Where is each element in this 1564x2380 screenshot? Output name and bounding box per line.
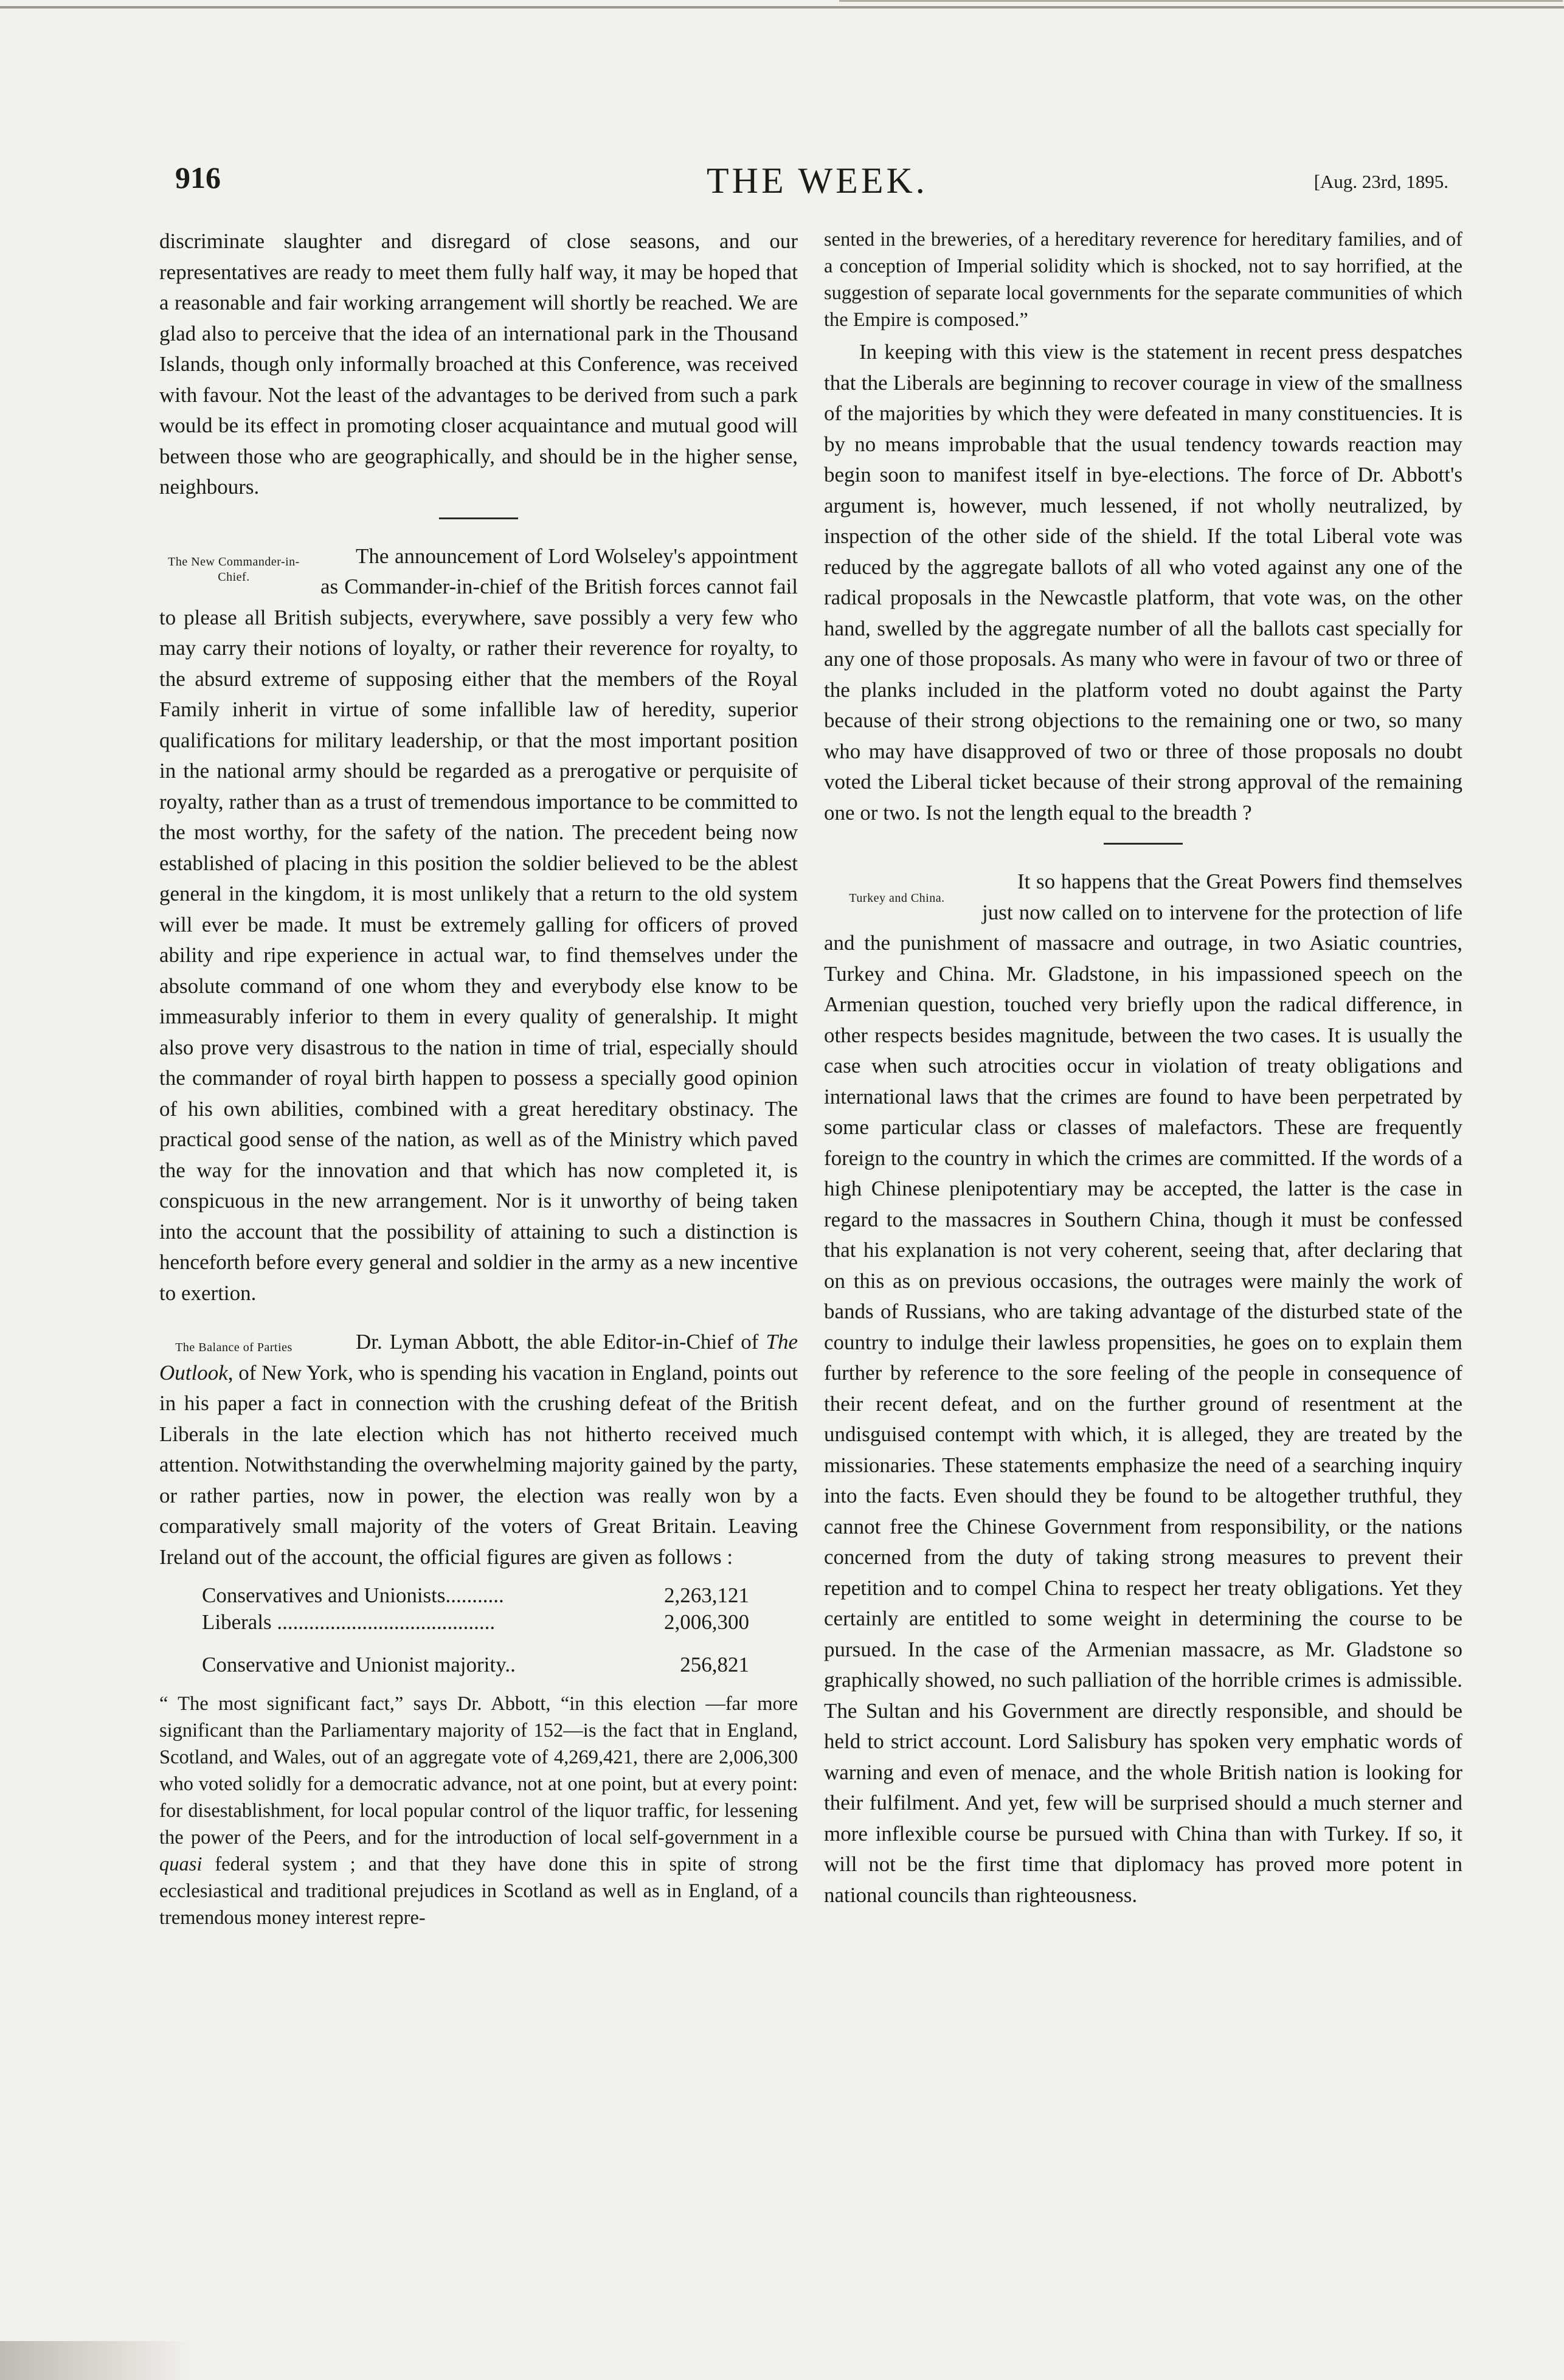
- issue-date: [Aug. 23rd, 1895.: [1313, 171, 1448, 192]
- section-separator: [439, 517, 518, 519]
- sidehead-new-commander: The New Commander-in-Chief.: [168, 555, 300, 584]
- article-paragraph-commander: The announcement of Lord Wolseley's appointment as Commander-in-chief of the British forces cannot fail to please all British subjects, everywhere, save possibly a very few who may carry their notions of loyalty, or rather their reverence for royalty, to the absurd extreme of supposing either that the members of the Royal Family inherit in virtue of some infallible law of heredity, superior qualifications for military leadership, or that the most important position in the national army should be regarded as a prerogative or perquisite of royalty, rather than as a trust of tremendous importance to be committed to the most worthy, for the safety of the nation. The precedent being now established of placing in this position the soldier believed to be the ablest general in the kingdom, it is most unlikely that a return to the old system will ever be made. It must be extremely galling for officers of proved ability and ripe experience in actual war, to find themselves under the absolute command of one whom they and everybody else know to be immeasurably inferior to them in every quality of generalship. It might also prove very disastrous to the nation in time of trial, especially should the commander of royal birth happen to possess a specially good opinion of his own abilities, combined with a great hereditary obstinacy. The practical good sense of the nation, as well as of the Ministry which paved the way for the innovation and that which has now completed it, is conspicuous in the new arrangement. Nor is it unworthy of being taken into the account that the possibility of attaining to such a distinction is henceforth before every general and soldier in the army as a new incentive to exertion.: [159, 544, 798, 1305]
- page-corner-stain: [0, 2341, 195, 2380]
- publication-title: THE WEEK.: [707, 161, 928, 201]
- figures-row-value: 2,263,121: [664, 1583, 749, 1607]
- emphasis-quasi: quasi: [159, 1853, 202, 1875]
- figures-row-value: 2,006,300: [664, 1610, 749, 1634]
- left-column: [159, 226, 798, 1931]
- right-column: [824, 226, 1462, 1911]
- figures-row: [202, 1582, 749, 1609]
- page-number: 916: [175, 161, 221, 195]
- publication-name: The Outlook: [159, 1330, 798, 1385]
- top-border-rule-secondary: [839, 0, 1563, 2]
- section-separator: [1104, 843, 1183, 845]
- sidehead-balance-of-parties: The Balance of Parties: [175, 1341, 292, 1354]
- article-paragraph-turkey: It so happens that the Great Powers find themselves just now called on to intervene for the protection of life and the punishment of massacre and outrage, in two Asiatic countries, Turkey and China. Mr. Gladstone, in his impassioned speech on the Armenian question, touched very briefly upon the radical difference, in other respects besides magnitude, between the two cases. It is usually the case when such atrocities occur in violation of treaty obligations and international laws that the crimes are found to have been perpetrated by some particular class or classes of malefactors. These are frequently foreign to the country in which the crimes are committed. If the words of a high Chinese plenipotentiary may be accepted, the latter is the case in regard to the massacres in Southern China, though it must be confessed that his explanation is not very coherent, seeing that, after declaring that on this as on previous occasions, the outrages were mainly the work of bands of Russians, who are taking advantage of the disturbed state of the country to indulge their lawless propensities, he goes on to explain them further by reference to the sore feeling of the people in consequence of their recent defeat, and on the further ground of resentment at the undisguised contempt with which, it is alleged, they are treated by the missionaries. These statements emphasize the need of a searching inquiry into the facts. Even should they be found to be altogether truthful, they cannot free the Chinese Government from responsibility, or the nations concerned from the duty of taking strong measures to prevent their repetition and to compel China to respect her treaty obligations. Yet they certainly are entitled to some weight in determining the course to be pursued. In the case of the Armenian massacre, as Mr. Gladstone so graphically showed, no such palliation of the horrible crimes is admissible. The Sultan and his Government are directly responsible, and should be held to strict account. Lord Salisbury has spoken very emphatic words of warning and even of menace, and the whole British nation is looking for their fulfilment. And yet, few will be surprised should a much sterner and more inflexible course be pursued with China than with Turkey. If so, it will not be the first time that diplomacy has proved more potent in national councils than righteousness.: [824, 870, 1462, 1907]
- sidehead-turkey-china: Turkey and China.: [849, 891, 945, 905]
- figures-row-label: Liberals .........................................: [202, 1610, 496, 1634]
- article-paragraph-balance: Dr. Lyman Abbott, the able Editor-in-Chief of The Outlook, of New York, who is spending his vacation in England, points out in his paper a fact in connection with the crushing defeat of the British Liberals in the late election which has not hitherto received much attention. Notwithstanding the overwhelming majority gained by the party, or rather parties, now in power, the election was really won by a comparatively small majority of the voters of Great Britain. Leaving Ireland out of the account, the official figures are given as follows :: [159, 1330, 798, 1569]
- article-paragraph-quote-continued: sented in the breweries, of a hereditary reverence for hereditary families, and of a conception of Imperial solidity which is shocked, not to say horrified, at the suggestion of separate local governments for the separate communities of which the Empire is composed.”: [824, 229, 1462, 331]
- figures-total-row: [202, 1652, 749, 1678]
- election-figures-table: [202, 1582, 749, 1678]
- figures-row: [202, 1609, 749, 1636]
- figures-row-label: Conservatives and Unionists...........: [202, 1583, 504, 1607]
- article-paragraph-keeping: In keeping with this view is the statement in recent press despatches that the Liberals are beginning to recover courage in view of the smallness of the majorities by which they were defeated in many constituencies. It is by no means improbable that the usual tendency towards reaction may begin soon to manifest itself in bye-elections. The force of Dr. Abbott's argument is, however, much lessened, if not wholly neutralized, by inspection of the other side of the shield. If the total Liberal vote was reduced by the aggregate ballots of all who voted against any one of the radical proposals in the Newcastle platform, that vote was, on the other hand, swelled by the aggregate number of all the ballots cast specially for any one of those proposals. As many who were in favour of two or three of the planks included in the platform voted no doubt against the Party because of their strong objections to the remaining one or two, so many who may have disapproved of two or three of those proposals no doubt voted the Liberal ticket because of their strong approval of the remaining one or two. Is not the length equal to the breadth ?: [824, 340, 1462, 825]
- article-paragraph-quote: “ The most significant fact,” says Dr. Abbott, “in this election —far more significant than the Parliamentary majority of 152—is the fact that in England, Scotland, and Wales, out of an aggregate vote of 4,269,421, there are 2,006,300 who voted solidly for a democratic advance, not at one point, but at every point: for disestablishment, for local popular control of the liquor traffic, for lessening the power of the Peers, and for the introduction of local self-government in a quasi federal system ; and that they have done this in spite of strong ecclesiastical and traditional prejudices in Scotland as well as in England, of a tremendous money interest repre-: [159, 1693, 798, 1929]
- figures-total-label: Conservative and Unionist majority..: [202, 1653, 516, 1676]
- top-border-rule: [0, 6, 1564, 9]
- figures-total-value: 256,821: [680, 1653, 749, 1676]
- article-paragraph-intro: discriminate slaughter and disregard of close seasons, and our representatives are ready to meet them fully half way, it may be hoped that a reasonable and fair working arrangement will shortly be reached. We are glad also to perceive that the idea of an international park in the Thousand Islands, though only informally broached at this Conference, was received with favour. Not the least of the advantages to be derived from such a park would be its effect in promoting closer acquaintance and mutual good will between those who are geographically, and should be in the higher sense, neighbours.: [159, 229, 798, 499]
- page-header: [159, 155, 1448, 204]
